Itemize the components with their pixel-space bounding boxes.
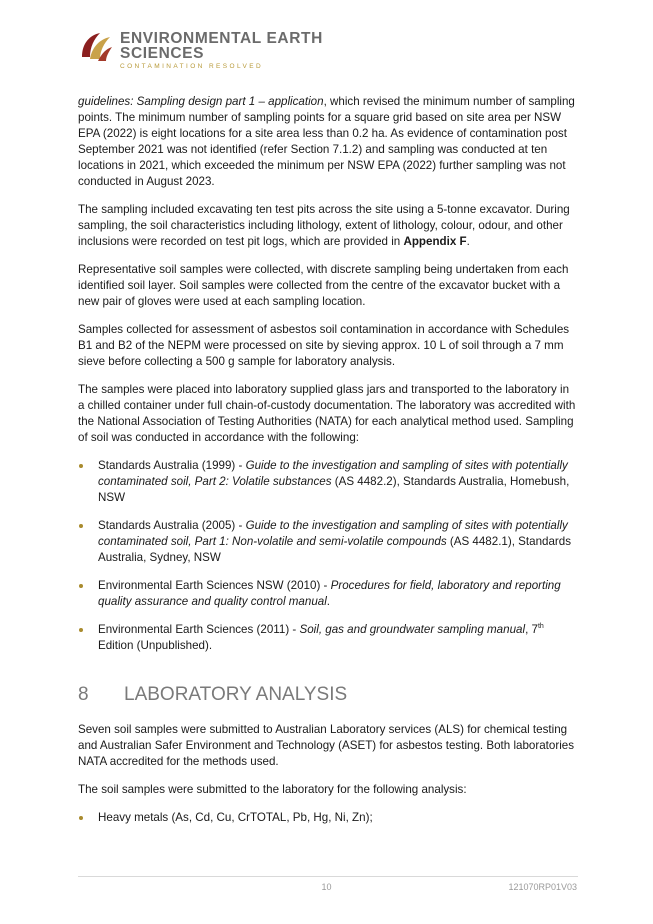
bullet-icon (79, 584, 83, 588)
paragraph-laboratory: The samples were placed into laboratory supplied glass jars and transported to the laboratory in a chilled container under full chain-of-custody documentation. The laboratory was accredited with the National Association of Testing Authorities (NATA) for each analytical method used. Sampling of soil was conducted in accordance with the following: (78, 383, 576, 444)
ref-author: Standards Australia (2005) - (98, 519, 246, 532)
ref-superscript: th (537, 623, 544, 631)
appendix-reference: Appendix F (403, 235, 467, 248)
bullet-icon (79, 628, 83, 632)
document-body (78, 94, 576, 838)
logo-mark-icon (78, 29, 114, 65)
paragraph-text: , which revised the minimum number of sampling points. The minimum number of sampling points for a square grid based on site area per NSW EPA (2022) is eight locations for a site area less than 0.2 ha. As evidence of contamination post September 2021 was not identified (refer Section 7.1.2) and sampling was conducted at ten locations in 2021, which exceeded the minimum per NSW EPA (2022) further sampling was not conducted in August 2023. (78, 95, 575, 188)
footer-divider (78, 876, 578, 877)
section-title: LABORATORY ANALYSIS (124, 684, 348, 705)
ref-title: Guide to the investigation and sampling of sites with potentially contaminated soil, Part 1: Non-volatile and semi-volatile compounds (98, 519, 568, 548)
bullet-icon (79, 524, 83, 528)
guideline-title: guidelines: Sampling design part 1 – application (78, 95, 324, 108)
analysis-list (78, 810, 576, 826)
ref-title: Procedures for field, laboratory and reporting quality assurance and quality control manual (98, 579, 561, 608)
bullet-icon (79, 464, 83, 468)
ref-title: Guide to the investigation and sampling of sites with potentially contaminated soil, Part 2: Volatile substances (98, 459, 568, 488)
paragraph-test-pits (78, 202, 576, 250)
ref-details-end: Edition (Unpublished). (98, 639, 213, 652)
section-heading (78, 684, 576, 706)
logo-text-line1: ENVIRONMENTAL EARTH (120, 30, 323, 47)
paragraph-lab-submission: Seven soil samples were submitted to Australian Laboratory services (ALS) for chemical testing and Australian Safer Environment and Technology (ASET) for asbestos testing. Both laboratories NATA accredited for the methods used. (78, 723, 575, 768)
bullet-icon (79, 816, 83, 820)
paragraph-sampling-guidelines (78, 94, 576, 190)
list-item (78, 458, 576, 506)
paragraph-text: The sampling included excavating ten test pits across the site using a 5-tonne excavator. During sampling, the soil characteristics including lithology, extent of lithology, colour, odour, and other inclusions were recorded on test pit logs, which are provided in (78, 203, 570, 248)
list-item (78, 578, 576, 610)
ref-details: (AS 4482.2), Standards Australia, Homebush, NSW (98, 475, 570, 504)
section-number: 8 (78, 684, 89, 705)
list-item (78, 810, 576, 826)
logo-tagline: CONTAMINATION RESOLVED (120, 63, 264, 70)
document-reference: 121070RP01V03 (508, 882, 577, 892)
page-number: 10 (321, 882, 332, 892)
analysis-item-text: Heavy metals (As, Cd, Cu, CrTOTAL, Pb, Hg, Ni, Zn); (98, 811, 373, 824)
ref-title: Soil, gas and groundwater sampling manual (299, 623, 526, 636)
logo-text-line2: SCIENCES (120, 45, 205, 62)
list-item (78, 518, 576, 566)
ref-details: (AS 4482.1), Standards Australia, Sydney, NSW (98, 535, 572, 564)
paragraph-end: . (466, 235, 470, 248)
ref-author: Standards Australia (1999) - (98, 459, 246, 472)
paragraph-analysis-intro: The soil samples were submitted to the laboratory for the following analysis: (78, 783, 467, 796)
paragraph-soil-samples: Representative soil samples were collected, with discrete sampling being undertaken from each identified soil layer. Soil samples were collected from the centre of the excavator bucket with a new pair of gloves were used at each sampling location. (78, 263, 569, 308)
paragraph-asbestos: Samples collected for assessment of asbestos soil contamination in accordance with Schedules B1 and B2 of the NEPM were processed on site by sieving approx. 10 L of soil through a 7 mm sieve before collecting a 500 g sample for laboratory analysis. (78, 323, 570, 368)
company-logo (78, 29, 378, 74)
ref-details: , 7 (525, 623, 538, 636)
ref-details: . (326, 595, 331, 608)
reference-list (78, 458, 576, 654)
ref-author: Environmental Earth Sciences (2011) - (98, 623, 300, 636)
ref-author: Environmental Earth Sciences NSW (2010) - (98, 579, 331, 592)
list-item (78, 622, 576, 654)
